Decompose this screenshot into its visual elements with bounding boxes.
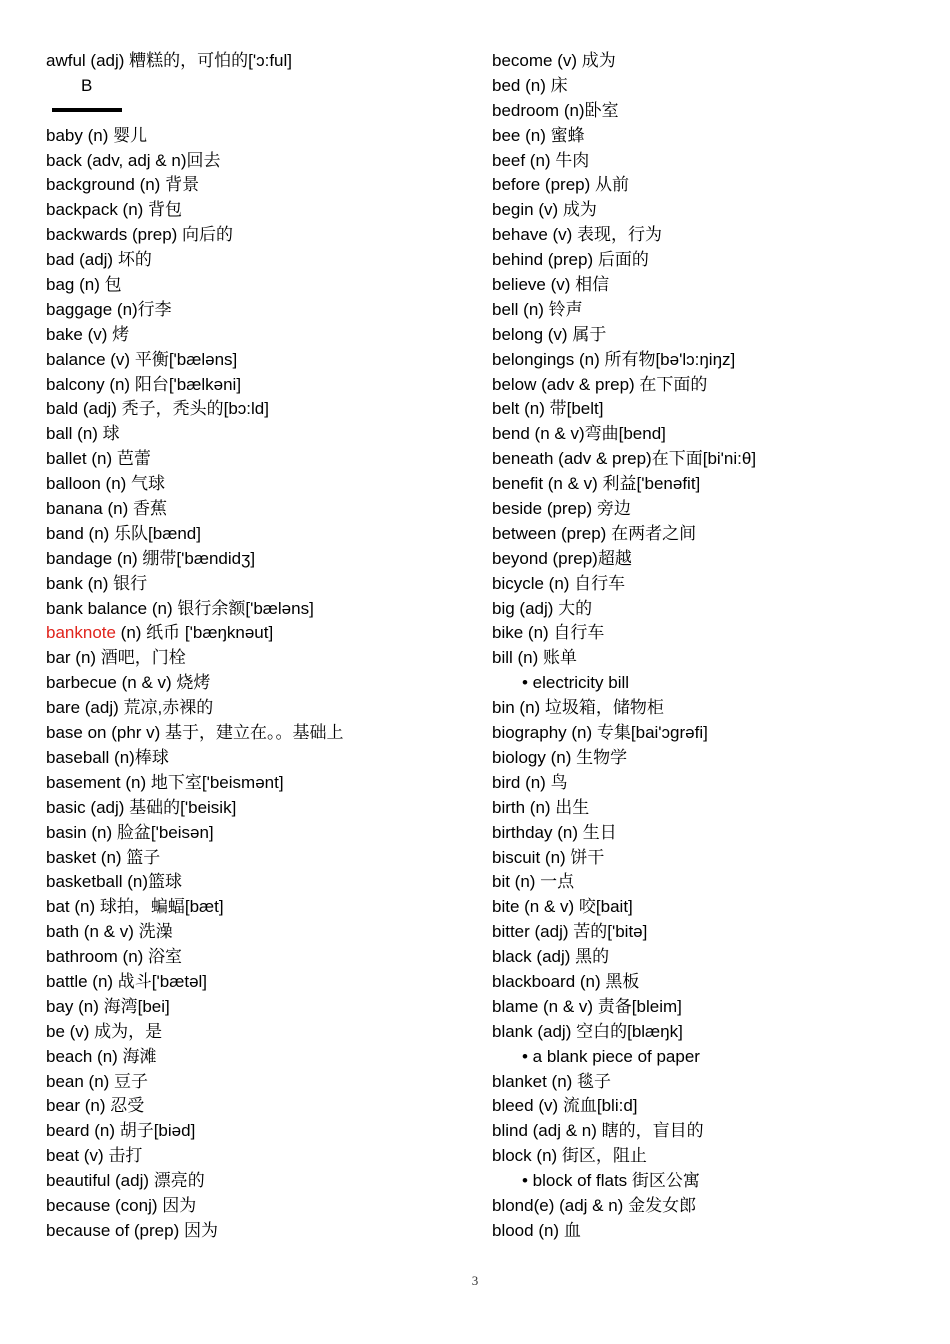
entry-awful: awful (adj) 糟糕的，可怕的['ɔ:ful] xyxy=(46,51,293,70)
entry-list-b2 xyxy=(46,646,466,1243)
vocab-entry: before (prep) 从前 xyxy=(492,175,629,195)
section-letter: B xyxy=(81,75,93,95)
vocab-entry: baggage (n)行李 xyxy=(46,299,172,319)
vocab-entry: beneath (adv & prep)在下面[bi'ni:θ] xyxy=(492,449,757,469)
vocab-entry: birthday (n) 生日 xyxy=(492,822,617,842)
vocab-entry: behind (prep) 后面的 xyxy=(492,250,649,270)
vocab-entry: believe (v) 相信 xyxy=(492,275,610,295)
vocab-entry: beside (prep) 旁边 xyxy=(492,499,631,519)
vocab-entry: ballet (n) 芭蕾 xyxy=(46,449,151,469)
vocab-entry: background (n) 背景 xyxy=(46,175,200,195)
vocab-entry: basic (adj) 基础的['beisik] xyxy=(46,797,237,817)
vocab-entry: bean (n) 豆子 xyxy=(46,1071,149,1091)
vocab-entry: bill (n) 账单 xyxy=(492,648,578,668)
vocab-entry: blackboard (n) 黑板 xyxy=(492,971,640,991)
vocab-entry: bag (n) 包 xyxy=(46,275,122,295)
vocab-entry: bear (n) 忍受 xyxy=(46,1096,145,1116)
vocab-entry: bald (adj) 秃子，秃头的[bɔ:ld] xyxy=(46,399,269,419)
left-column xyxy=(46,49,466,1244)
vocab-entry: ball (n) 球 xyxy=(46,424,120,444)
vocab-entry: base on (phr v) 基于，建立在。。基础上 xyxy=(46,723,344,743)
vocab-entry: bar (n) 酒吧，门栓 xyxy=(46,648,186,668)
vocab-entry: begin (v) 成为 xyxy=(492,200,597,220)
vocab-entry: baby (n) 婴儿 xyxy=(46,125,148,145)
vocab-entry: baseball (n)棒球 xyxy=(46,747,169,767)
vocab-entry: biology (n) 生物学 xyxy=(492,747,628,767)
vocab-entry: blanket (n) 毯子 xyxy=(492,1071,612,1091)
vocab-entry: backwards (prep) 向后的 xyxy=(46,225,234,245)
vocab-entry: backpack (n) 背包 xyxy=(46,200,183,220)
vocab-entry: balloon (n) 气球 xyxy=(46,474,166,494)
vocab-entry: bedroom (n)卧室 xyxy=(492,100,619,120)
vocab-entry: become (v) 成为 xyxy=(492,51,616,70)
vocab-entry: balcony (n) 阳台['bælkəni] xyxy=(46,374,242,394)
vocab-entry: big (adj) 大的 xyxy=(492,598,593,618)
vocab-entry: beard (n) 胡子[biəd] xyxy=(46,1121,196,1141)
vocab-entry: bicycle (n) 自行车 xyxy=(492,573,626,593)
entry-list-b1 xyxy=(46,124,466,622)
vocab-entry: bite (n & v) 咬[bait] xyxy=(492,897,633,917)
vocab-entry: belong (v) 属于 xyxy=(492,324,607,344)
entry-banknote xyxy=(46,621,466,646)
entry-list-b4 xyxy=(492,696,922,1044)
example-bullet: • a blank piece of paper xyxy=(522,1046,700,1066)
vocab-entry: bat (n) 球拍，蝙蝠[bæt] xyxy=(46,897,224,917)
vocab-entry: back (adv, adj & n)回去 xyxy=(46,150,221,170)
vocab-entry: bath (n & v) 洗澡 xyxy=(46,922,173,942)
section-rule xyxy=(52,108,122,112)
vocab-entry: behave (v) 表现，行为 xyxy=(492,225,663,245)
vocab-entry: be (v) 成为，是 xyxy=(46,1021,163,1041)
vocab-entry: biscuit (n) 饼干 xyxy=(492,847,605,867)
vocab-entry: beef (n) 牛肉 xyxy=(492,150,590,170)
vocab-entry: beyond (prep)超越 xyxy=(492,548,632,568)
vocab-entry: bandage (n) 绷带['bændidʒ] xyxy=(46,548,256,568)
entry-list-b3 xyxy=(492,49,922,671)
vocab-entry: bit (n) 一点 xyxy=(492,872,575,892)
vocab-entry: bell (n) 铃声 xyxy=(492,299,583,319)
entry-definition: (n) 纸币 ['bæŋknəut] xyxy=(115,623,274,643)
vocab-entry: bank balance (n) 银行余额['bæləns] xyxy=(46,598,314,618)
vocab-entry: blame (n & v) 责备[bleim] xyxy=(492,996,682,1016)
vocab-entry: bank (n) 银行 xyxy=(46,573,148,593)
vocab-entry: bird (n) 鸟 xyxy=(492,772,568,792)
vocab-entry: below (adv & prep) 在下面的 xyxy=(492,374,708,394)
vocab-entry: basin (n) 脸盆['beisən] xyxy=(46,822,214,842)
vocab-entry: beach (n) 海滩 xyxy=(46,1046,157,1066)
example-bullet: • block of flats 街区公寓 xyxy=(522,1171,700,1191)
vocab-entry: block (n) 街区，阻止 xyxy=(492,1146,647,1166)
vocab-entry: blood (n) 血 xyxy=(492,1220,581,1240)
vocab-entry: barbecue (n & v) 烧烤 xyxy=(46,673,211,693)
vocab-entry: banana (n) 香蕉 xyxy=(46,499,167,519)
vocab-entry: birth (n) 出生 xyxy=(492,797,590,817)
vocab-entry: between (prep) 在两者之间 xyxy=(492,523,697,543)
vocab-entry: bin (n) 垃圾箱，储物柜 xyxy=(492,698,664,718)
vocab-entry: biography (n) 专集[bai'ɔgrəfi] xyxy=(492,723,708,743)
vocab-entry: bare (adj) 荒凉,赤裸的 xyxy=(46,698,214,718)
vocab-entry: bake (v) 烤 xyxy=(46,324,130,344)
vocab-entry: beautiful (adj) 漂亮的 xyxy=(46,1171,205,1191)
vocab-entry: benefit (n & v) 利益['benəfit] xyxy=(492,474,701,494)
section-divider xyxy=(46,99,466,124)
vocab-entry: blank (adj) 空白的[blæŋk] xyxy=(492,1021,683,1041)
vocab-entry: belongings (n) 所有物[bə'lɔ:ŋiŋz] xyxy=(492,349,736,369)
vocab-entry: basket (n) 篮子 xyxy=(46,847,161,867)
entry-list-b5 xyxy=(492,1070,922,1170)
vocab-entry: blind (adj & n) 瞎的，盲目的 xyxy=(492,1121,704,1141)
entry-list-b6 xyxy=(492,1194,922,1244)
vocab-entry: bathroom (n) 浴室 xyxy=(46,947,183,967)
vocab-entry: belt (n) 带[belt] xyxy=(492,399,604,419)
vocab-entry: battle (n) 战斗['bætəl] xyxy=(46,971,208,991)
page-number: 3 xyxy=(471,1273,479,1288)
vocab-entry: bend (n & v)弯曲[bend] xyxy=(492,424,666,444)
vocab-entry: basketball (n)篮球 xyxy=(46,872,183,892)
vocab-entry: bee (n) 蜜蜂 xyxy=(492,125,585,145)
vocab-entry: bike (n) 自行车 xyxy=(492,623,605,643)
vocab-entry: beat (v) 击打 xyxy=(46,1146,143,1166)
example-bullet: • electricity bill xyxy=(522,673,630,693)
vocab-entry: bay (n) 海湾[bei] xyxy=(46,996,170,1016)
highlighted-word: banknote xyxy=(46,623,116,643)
vocab-entry: bed (n) 床 xyxy=(492,75,568,95)
vocab-entry: bleed (v) 流血[bli:d] xyxy=(492,1096,638,1116)
vocab-entry: bad (adj) 坏的 xyxy=(46,250,152,270)
vocab-entry: because (conj) 因为 xyxy=(46,1195,197,1215)
vocab-entry: balance (v) 平衡['bæləns] xyxy=(46,349,238,369)
vocab-entry: bitter (adj) 苦的['bitə] xyxy=(492,922,648,942)
right-column xyxy=(492,49,922,1244)
vocab-entry: band (n) 乐队[bænd] xyxy=(46,523,201,543)
vocab-entry: because of (prep) 因为 xyxy=(46,1220,218,1240)
vocab-entry: basement (n) 地下室['beismənt] xyxy=(46,772,284,792)
vocab-entry: black (adj) 黑的 xyxy=(492,947,610,967)
vocab-entry: blond(e) (adj & n) 金发女郎 xyxy=(492,1195,697,1215)
